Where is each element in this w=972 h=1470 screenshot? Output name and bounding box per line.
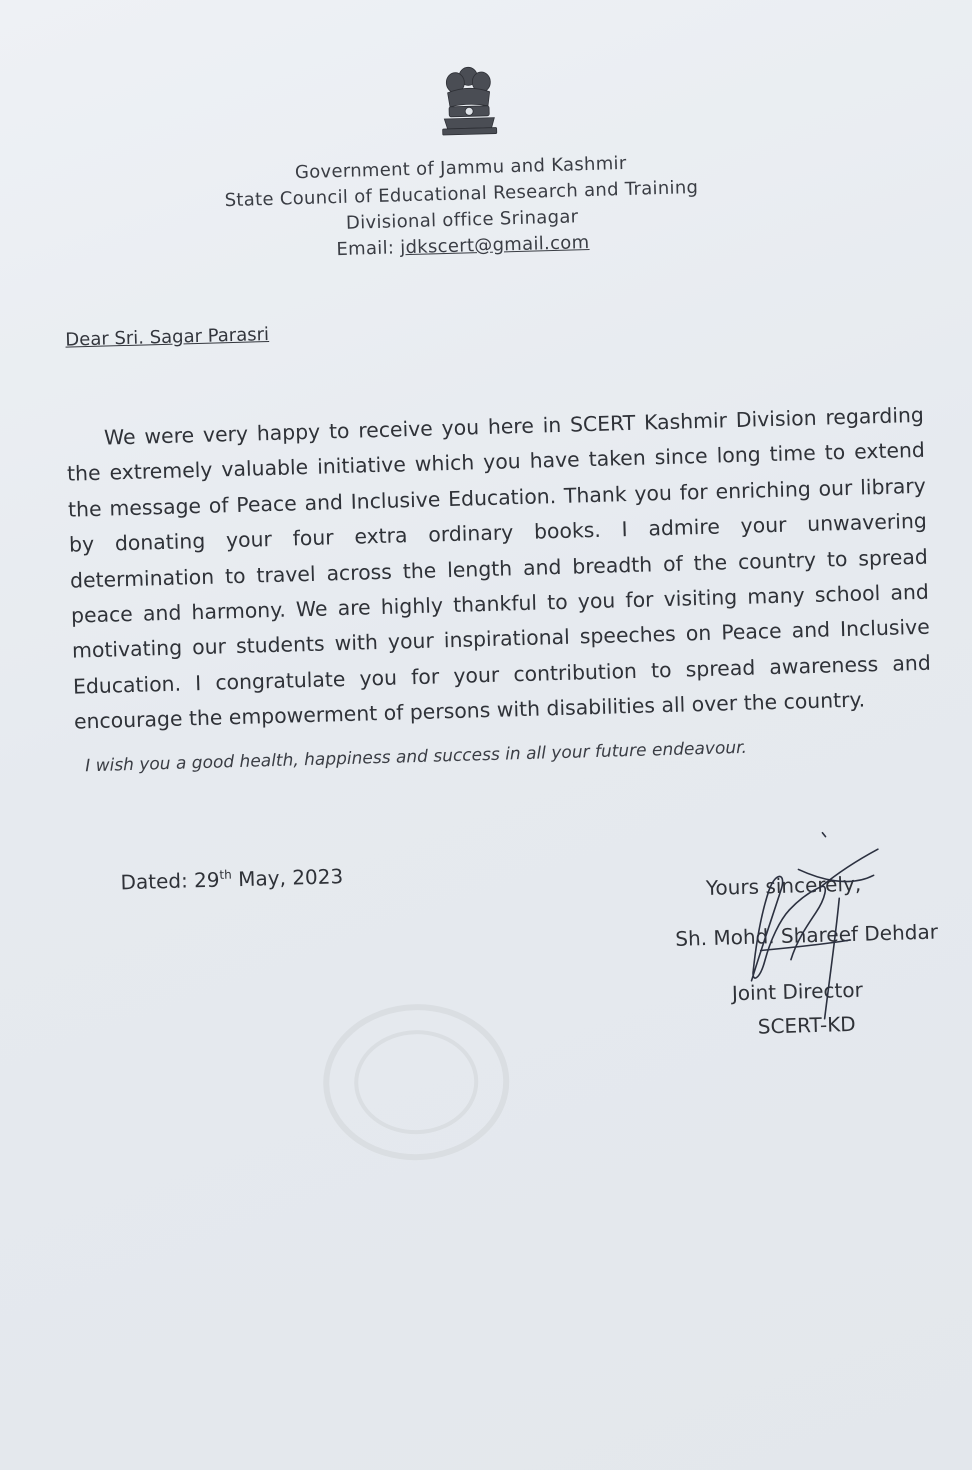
email-link[interactable]: jdkscert@gmail.com <box>399 232 590 259</box>
letterhead <box>180 148 743 268</box>
letter-body: We were very happy to receive you here in SCERT Kashmir Division regarding the extremely valuable initiative which you have taken since long time to extend the message of Peace and Inclusive Education. Thank you for enriching our library by donating your four extra ordinary books. I admire your unwavering determination to travel across the length and breadth of the country to spread peace and harmony. We are highly thankful to you for visiting many school and motivating our students with your inspirational speeches on Peace and Inclusive Education. I congratulate you for your contribution to spread awareness and encourage the empowerment of persons with disabilities all over the country. <box>66 402 932 734</box>
date-day: 29 <box>193 867 220 893</box>
date-label: Dated: <box>120 868 189 895</box>
closing-wish: I wish you a good health, happiness and success in all your future endeavour. <box>84 737 748 777</box>
handwritten-signature <box>727 827 893 1031</box>
signer-designation: Joint Director <box>731 977 864 1006</box>
date-line <box>120 864 343 894</box>
faint-watermark-seal <box>319 1000 513 1165</box>
signer-office: SCERT-KD <box>757 1011 856 1039</box>
email-label: Email: <box>336 237 395 261</box>
national-emblem-icon <box>435 61 503 139</box>
letterhead-council: State Council of Educational Research and Training <box>224 176 699 212</box>
salutation: Dear Sri. Sagar Parasri <box>65 323 270 351</box>
signer-name: Sh. Mohd. Shareef Dehdar <box>674 919 939 951</box>
date-suffix: th <box>219 867 232 882</box>
closing-phrase: Yours sincerely, <box>705 871 862 901</box>
letterhead-government: Government of Jammu and Kashmir <box>294 152 627 184</box>
letterhead-office: Divisional office Srinagar <box>345 206 579 234</box>
date-rest: May, 2023 <box>237 864 344 892</box>
